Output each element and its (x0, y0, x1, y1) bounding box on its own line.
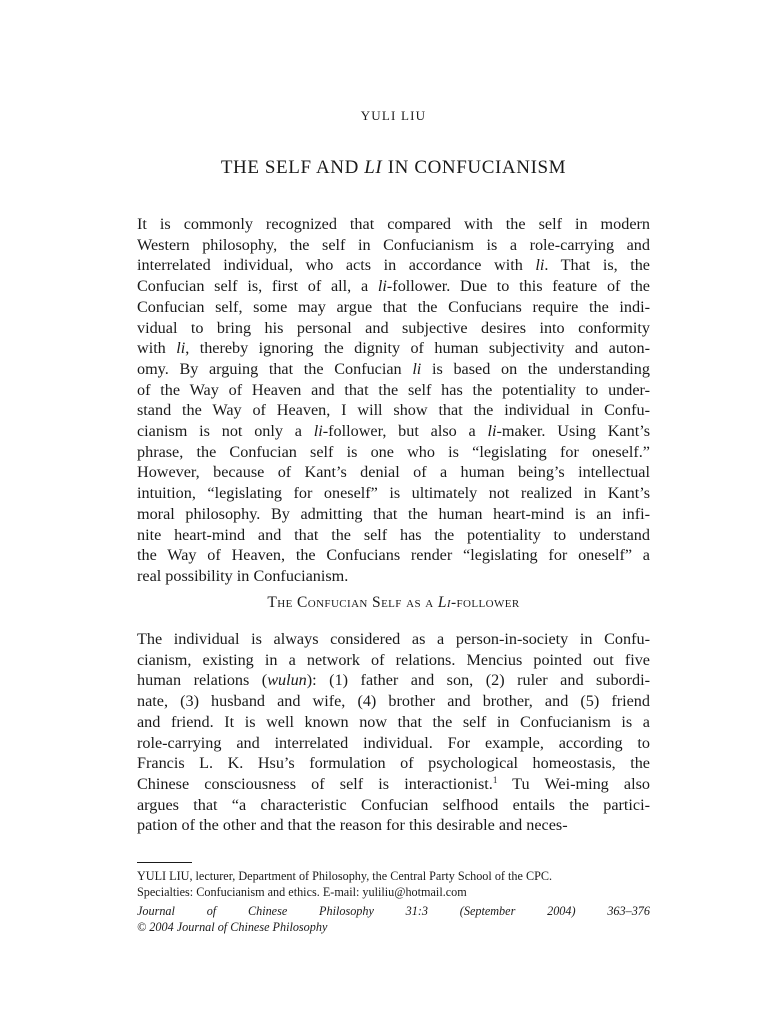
abstract-line: It is commonly recognized that compared with the self in modern (137, 215, 650, 233)
abstract-line: intuition, “legislating for oneself” is ultimately not realized in Kant’s (137, 484, 650, 503)
section-heading-part-1: The Confucian Self as a (267, 594, 438, 611)
section-heading (137, 594, 650, 612)
abstract-line: real possibility in Confucianism. (137, 566, 349, 585)
journal-citation (137, 904, 650, 935)
abstract-line: moral philosophy. By admitting that the human heart-mind is an infi- (137, 504, 650, 523)
footnote-line: Specialties: Confucianism and ethics. E-mail: yuliliu@hotmail.com (137, 885, 467, 899)
body-line: Chinese consciousness of self is interactionist.$^1$ Tu Wei-ming also (137, 774, 650, 793)
abstract-line: vidual to bring his personal and subjective desires into conformity (137, 318, 650, 337)
abstract-line: of the Way of Heaven and that the self has the potentiality to under- (137, 380, 650, 399)
abstract-line: Confucian self, some may argue that the Confucians require the indi- (137, 297, 650, 316)
author-name: YULI LIU (360, 108, 427, 123)
body-line: cianism, existing in a network of relations. Mencius pointed out five (137, 650, 650, 669)
body-line: nate, (3) husband and wife, (4) brother and brother, and (5) friend (137, 692, 650, 711)
section-heading-italic-li: Li (437, 594, 451, 611)
abstract-line: However, because of Kant’s denial of a human being’s intellectual (137, 463, 650, 482)
title-italic-li: LI (364, 157, 383, 178)
abstract-paragraph (137, 214, 650, 587)
journal-line: © 2004 Journal of Chinese Philosophy (137, 919, 328, 934)
abstract-line: Western philosophy, the self in Confucianism is a role-carrying and (137, 235, 650, 254)
abstract-line: Confucian self is, first of all, a li-follower. Due to this feature of the (137, 277, 650, 296)
title-part-2: IN CONFUCIANISM (382, 157, 567, 178)
footnote-line: YULI LIU, lecturer, Department of Philosophy, the Central Party School of the CPC. (137, 869, 553, 883)
abstract-line: cianism is not only a li-follower, but also a li-maker. Using Kant’s (137, 422, 650, 441)
abstract-line: stand the Way of Heaven, I will show that the individual in Confu- (137, 401, 650, 420)
abstract-line: phrase, the Confucian self is one who is “legislating for oneself.” (137, 442, 650, 461)
footnote-divider (137, 862, 192, 863)
author-footnote (137, 868, 650, 900)
body-line: argues that “a characteristic Confucian selfhood entails the partici- (137, 795, 650, 814)
body-line: human relations (wulun): (1) father and son, (2) ruler and subordi- (137, 671, 650, 690)
abstract-line: with li, thereby ignoring the dignity of human subjectivity and auton- (137, 339, 650, 358)
body-line: and friend. It is well known now that the self in Confucianism is a (137, 712, 650, 731)
abstract-line: nite heart-mind and that the self has the potentiality to understand (137, 525, 650, 544)
abstract-line: the Way of Heaven, the Confucians render “legislating for oneself” a (137, 546, 650, 565)
abstract-line: interrelated individual, who acts in accordance with li. That is, the (137, 256, 650, 275)
body-line: pation of the other and that the reason for this desirable and neces- (137, 816, 568, 835)
section-heading-part-2: -follower (450, 594, 520, 611)
body-line: role-carrying and interrelated individual. For example, according to (137, 733, 650, 752)
abstract-line: omy. By arguing that the Confucian li is based on the understanding (137, 359, 650, 378)
body-line: The individual is always considered as a person-in-society in Confu- (137, 630, 650, 648)
paper-title (137, 157, 650, 179)
title-part-1: THE SELF AND (220, 157, 365, 178)
journal-line: Journal of Chinese Philosophy 31:3 (September 2004) 363–376 (137, 904, 650, 918)
body-line: Francis L. K. Hsu’s formulation of psychological homeostasis, the (137, 754, 650, 773)
body-paragraph (137, 629, 650, 836)
